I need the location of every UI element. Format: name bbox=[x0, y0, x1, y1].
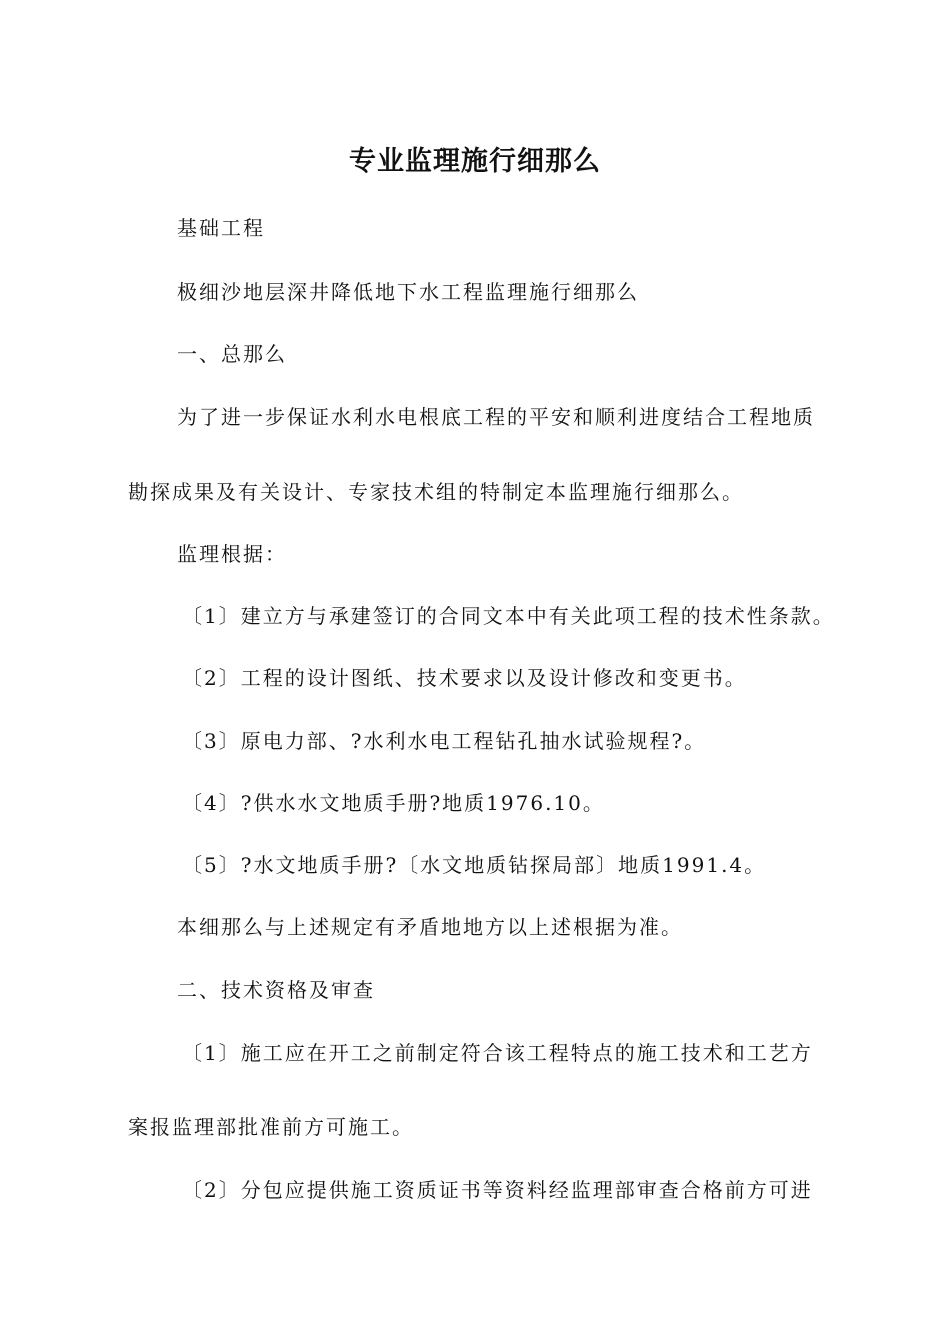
section-heading: 二、技术资格及审查 bbox=[177, 978, 375, 1002]
section-heading: 一、总那么 bbox=[177, 342, 287, 366]
section-label: 基础工程 bbox=[177, 216, 265, 240]
paragraph-line: 本细那么与上述规定有矛盾地地方以上述根据为准。 bbox=[177, 915, 683, 939]
subject-heading: 极细沙地层深井降低地下水工程监理施行细那么 bbox=[177, 280, 639, 304]
list-item: 〔4〕?供水水文地质手册?地质1976.10。 bbox=[182, 791, 605, 815]
list-item: 〔2〕工程的设计图纸、技术要求以及设计修改和变更书。 bbox=[182, 666, 747, 690]
list-item: 〔5〕?水文地质手册?〔水文地质钻探局部〕地质1991.4。 bbox=[182, 853, 767, 877]
list-item: 〔1〕建立方与承建签订的合同文本中有关此项工程的技术性条款。 bbox=[182, 604, 835, 628]
paragraph-heading: 监理根据： bbox=[177, 542, 287, 566]
paragraph-line: 为了进一步保证水利水电根底工程的平安和顺利进度结合工程地质 bbox=[177, 405, 815, 429]
list-item: 〔2〕分包应提供施工资质证书等资料经监理部审查合格前方可进 bbox=[182, 1178, 813, 1202]
list-item: 〔1〕施工应在开工之前制定符合该工程特点的施工技术和工艺方 bbox=[182, 1041, 813, 1065]
list-item: 〔3〕原电力部、?水利水电工程钻孔抽水试验规程?。 bbox=[182, 729, 707, 753]
paragraph-line: 案报监理部批准前方可施工。 bbox=[128, 1115, 414, 1139]
paragraph-line: 勘探成果及有关设计、专家技术组的特制定本监理施行细那么。 bbox=[128, 480, 744, 504]
document-title: 专业监理施行细那么 bbox=[349, 146, 601, 177]
